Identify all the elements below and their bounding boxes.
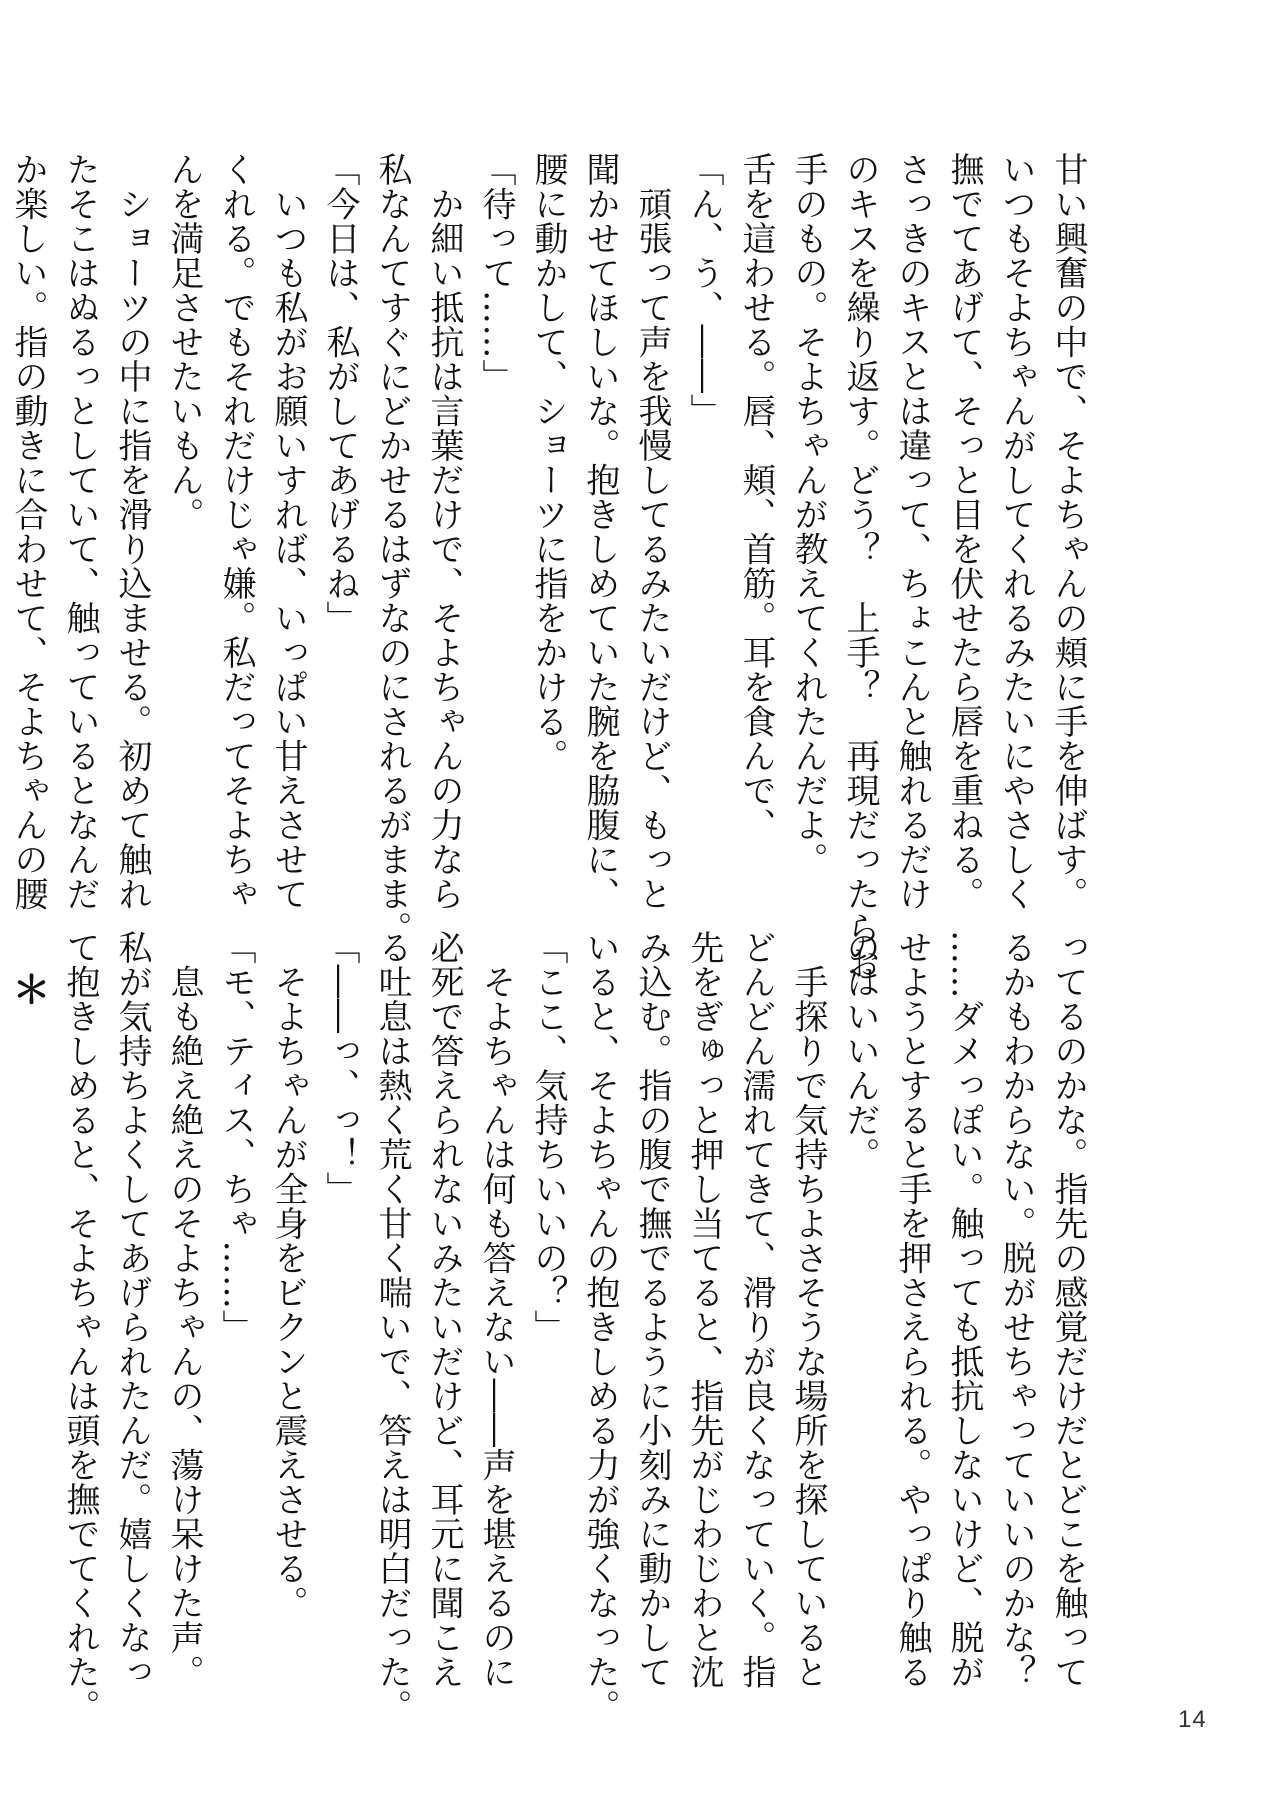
text-block-top [8,152,1094,980]
scene-break-asterisk: ＊ [6,970,50,1009]
text-line: 「モ、ティス、ちゃ……」 [216,930,256,1344]
text-line: 舌を這わせる。唇、頬、首筋。耳を食んで、 [736,152,776,842]
text-line [0,152,2,872]
text-line: 私が気持ちよくしてあげられたんだ。嬉しくなっ [112,930,152,1689]
text-line: る吐息は熱く荒く甘く喘いで、答えは明白だった。 [372,930,412,1724]
text-line: 腰に動かして、ショーツに指をかける。 [528,152,568,773]
text-line: んを満足させたいもん。 [164,152,204,532]
text-line: 先をぎゅっと押し当てると、指先がじわじわと沈 [684,930,724,1689]
text-line: 「ん、う、――」 [684,152,724,428]
text-line: のはいいんだ。 [840,930,880,1172]
text-line: いつも私がお願いすれば、いっぱい甘えさせて [268,152,308,911]
text-line: のキスを繰り返す。どう？ 上手？ 再現だったらお [840,152,880,980]
text-line: て抱きしめると、そよちゃんは頭を撫でてくれた。 [60,930,100,1724]
text-line: 「今日は、私がしてあげるね」 [320,152,360,635]
text-line: 「――っ、っ！」 [320,930,360,1206]
text-line: 「待って……」 [476,152,516,394]
text-line [0,930,2,1650]
text-line: せようとすると手を押さえられる。やっぱり触る [892,930,932,1689]
text-line: み込む。指の腹で撫でるように小刻みに動かして [632,930,672,1689]
text-line: か細い抵抗は言葉だけで、そよちゃんの力なら [424,152,464,911]
text-line: るかもわからない。脱がせちゃっていいのかな？ [996,930,1036,1689]
text-line: 息も絶え絶えのそよちゃんの、蕩け呆けた声。 [164,930,204,1689]
text-line: か楽しい。指の動きに合わせて、そよちゃんの腰 [8,152,48,911]
text-line: 手探りで気持ちよさそうな場所を探していると [788,930,828,1689]
text-line: 必死で答えられないみたいだけど、耳元に聞こえ [424,930,464,1689]
text-line: たそこはぬるっとしていて、触っているとなんだ [60,152,100,911]
text-line: そよちゃんは何も答えない――声を堪えるのに [476,930,516,1689]
text-line: 手のもの。そよちゃんが教えてくれたんだよ。 [788,152,828,877]
text-line: 「ここ、気持ちいいの？」 [528,930,568,1344]
text-line: そよちゃんが全身をビクンと震えさせる。 [268,930,308,1620]
text-line: ……ダメっぽい。触っても抵抗しないけど、脱が [944,930,984,1689]
text-line: どんどん濡れてきて、滑りが良くなっていく。指 [736,930,776,1689]
text-line: 甘い興奮の中で、そよちゃんの頬に手を伸ばす。 [1048,152,1088,911]
text-line: いつもそよちゃんがしてくれるみたいにやさしく [996,152,1036,911]
text-block-bottom [6,930,1094,1724]
text-line: 私なんてすぐにどかせるはずなのにされるがまま。 [372,152,412,946]
text-line: 頑張って声を我慢してるみたいだけど、もっと [632,152,672,911]
text-line: くれる。でもそれだけじゃ嫌。私だってそよちゃ [216,152,256,911]
text-line: さっきのキスとは違って、ちょこんと触れるだけ [892,152,932,911]
text-line: いると、そよちゃんの抱きしめる力が強くなった。 [580,930,620,1724]
text-line: ってるのかな。指先の感覚だけだとどこを触って [1048,930,1088,1689]
text-line: 聞かせてほしいな。抱きしめていた腕を脇腹に、 [580,152,620,911]
text-line: ショーツの中に指を滑り込ませる。初めて触れ [112,152,152,911]
page-number: 14 [1178,1706,1207,1733]
text-line: 撫でてあげて、そっと目を伏せたら唇を重ねる。 [944,152,984,911]
